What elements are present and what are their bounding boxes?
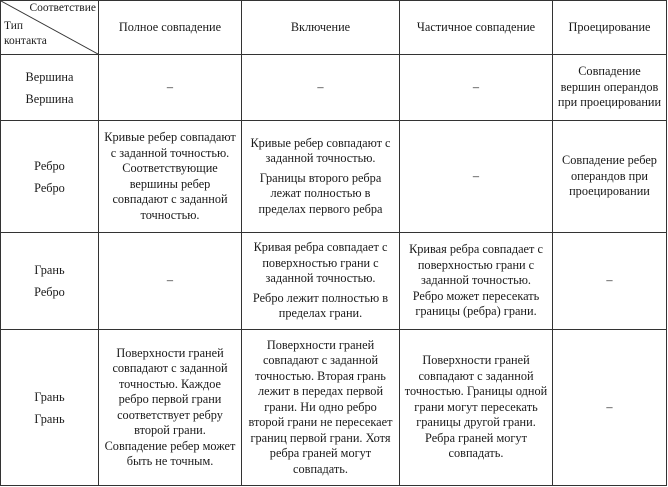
row-header-second: Ребро — [34, 180, 65, 195]
column-header-full-match: Полное совпадение — [99, 1, 242, 55]
table-cell: – — [99, 233, 242, 330]
column-header-projection: Проецирование — [553, 1, 667, 55]
table-cell: Кривая ребра совпадает с поверхностью грани с заданной точностью. Ребро может пересекать границы (ребра) грани. — [400, 233, 553, 330]
row-header-first: Вершина — [25, 69, 74, 84]
corner-top-label: Соответствие — [29, 2, 96, 14]
table-cell: Поверхности граней совпадают с заданной точностью. Каждое ребро первой грани соответствует ребру второй грани. Совпадение ребер может быть не точным. — [99, 330, 242, 486]
column-header-partial-match: Частичное совпадение — [400, 1, 553, 55]
row-header-edge-edge — [1, 121, 99, 233]
table-cell: Совпадение вершин операндов при проецировании — [553, 55, 667, 121]
table-cell: Кривая ребра совпадает с поверхностью грани с заданной точностью. Ребро лежит полностью в пределах грани. — [242, 233, 400, 330]
table-cell: Поверхности граней совпадают с заданной точностью. Границы одной грани могут пересекать границы другой грани. Ребра граней могут совпадать. — [400, 330, 553, 486]
row-header-face-face — [1, 330, 99, 486]
table-cell: Кривые ребер совпадают с заданной точностью. Соответствующие вершины ребер совпадают с заданной точностью. — [99, 121, 242, 233]
row-header-second: Ребро — [34, 285, 65, 299]
table-cell: – — [400, 55, 553, 121]
row-header-first: Грань — [34, 263, 65, 277]
column-header-inclusion: Включение — [242, 1, 400, 55]
table-cell: – — [553, 330, 667, 486]
row-header-second: Вершина — [25, 91, 74, 106]
table-cell: – — [99, 55, 242, 121]
table-cell: – — [400, 121, 553, 233]
table-cell: Поверхности граней совпадают с заданной точностью. Вторая грань лежит в передах первой грани. Ни одно ребро второй грани не пересекает границ первой грани. Хотя ребра граней могут совпадать. — [242, 330, 400, 486]
row-header-face-edge — [1, 233, 99, 330]
table-cell: Совпадение ребер операндов при проецировании — [553, 121, 667, 233]
table-cell: – — [242, 55, 400, 121]
row-header-second: Грань — [34, 411, 65, 426]
table-cell: Кривые ребер совпадают с заданной точностью. Границы второго ребра лежат полностью в пределах первого ребра — [242, 121, 400, 233]
row-header-vertex-vertex — [1, 55, 99, 121]
table-row-face-edge — [1, 233, 667, 330]
header-row — [1, 1, 667, 55]
row-header-first: Грань — [34, 389, 65, 404]
corner-header-cell — [1, 1, 99, 55]
table-row-vertex-vertex — [1, 55, 667, 121]
table-row-edge-edge — [1, 121, 667, 233]
row-header-first: Ребро — [34, 158, 65, 173]
table-row-face-face — [1, 330, 667, 486]
corner-bottom-label: Тип контакта — [4, 20, 47, 47]
table-cell: – — [553, 233, 667, 330]
